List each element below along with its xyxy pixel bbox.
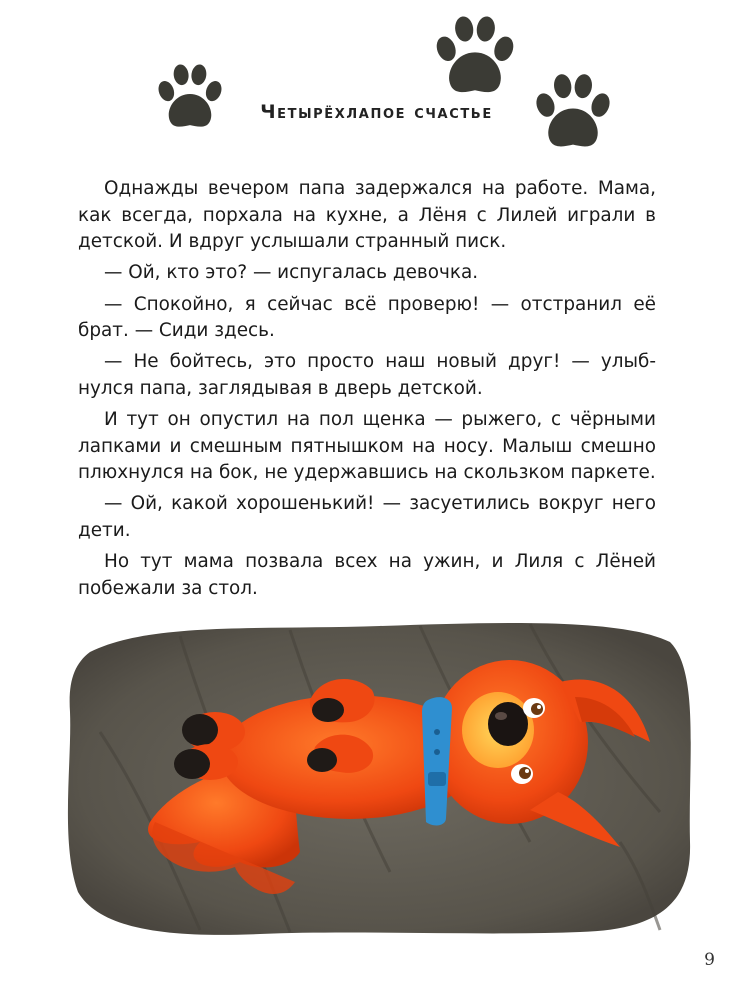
story-paragraph: И тут он опустил на пол щенка — рыжего, с чёрными лапками и смешным пятнышком на носу. Малыш смешно плюхнулся на бок, не удержавшись на скользком паркете. bbox=[78, 409, 656, 484]
paw-print-icon bbox=[153, 58, 227, 136]
story-paragraph: — Ой, кто это? — испугалась девочка. bbox=[104, 262, 479, 284]
story-paragraph: Однажды вечером папа задержался на работе. Мама, как всегда, порхала на кухне, а Лёня с Лилей играли в детской. И вдруг услышали странный писк. bbox=[78, 178, 656, 252]
story-paragraph: — Не бойтесь, это просто наш новый друг! — улыбнулся папа, заглядывая в дверь детской. bbox=[78, 351, 656, 399]
story-paragraph: — Спокойно, я сейчас всё проверю! — отстранил её брат. — Сиди здесь. bbox=[78, 293, 656, 342]
story-paragraph: — Ой, какой хорошенький! — засуетились вокруг него дети. bbox=[78, 493, 656, 541]
paw-print-icon bbox=[430, 10, 520, 102]
page-number: 9 bbox=[704, 950, 715, 970]
puppy-illustration bbox=[60, 612, 700, 942]
story-paragraph: Но тут мама позвала всех на ужин, и Лиля с Лёней побежали за стол. bbox=[78, 551, 656, 599]
chapter-title: Четырёхлапое счастье bbox=[260, 101, 493, 123]
story-text bbox=[78, 176, 656, 607]
